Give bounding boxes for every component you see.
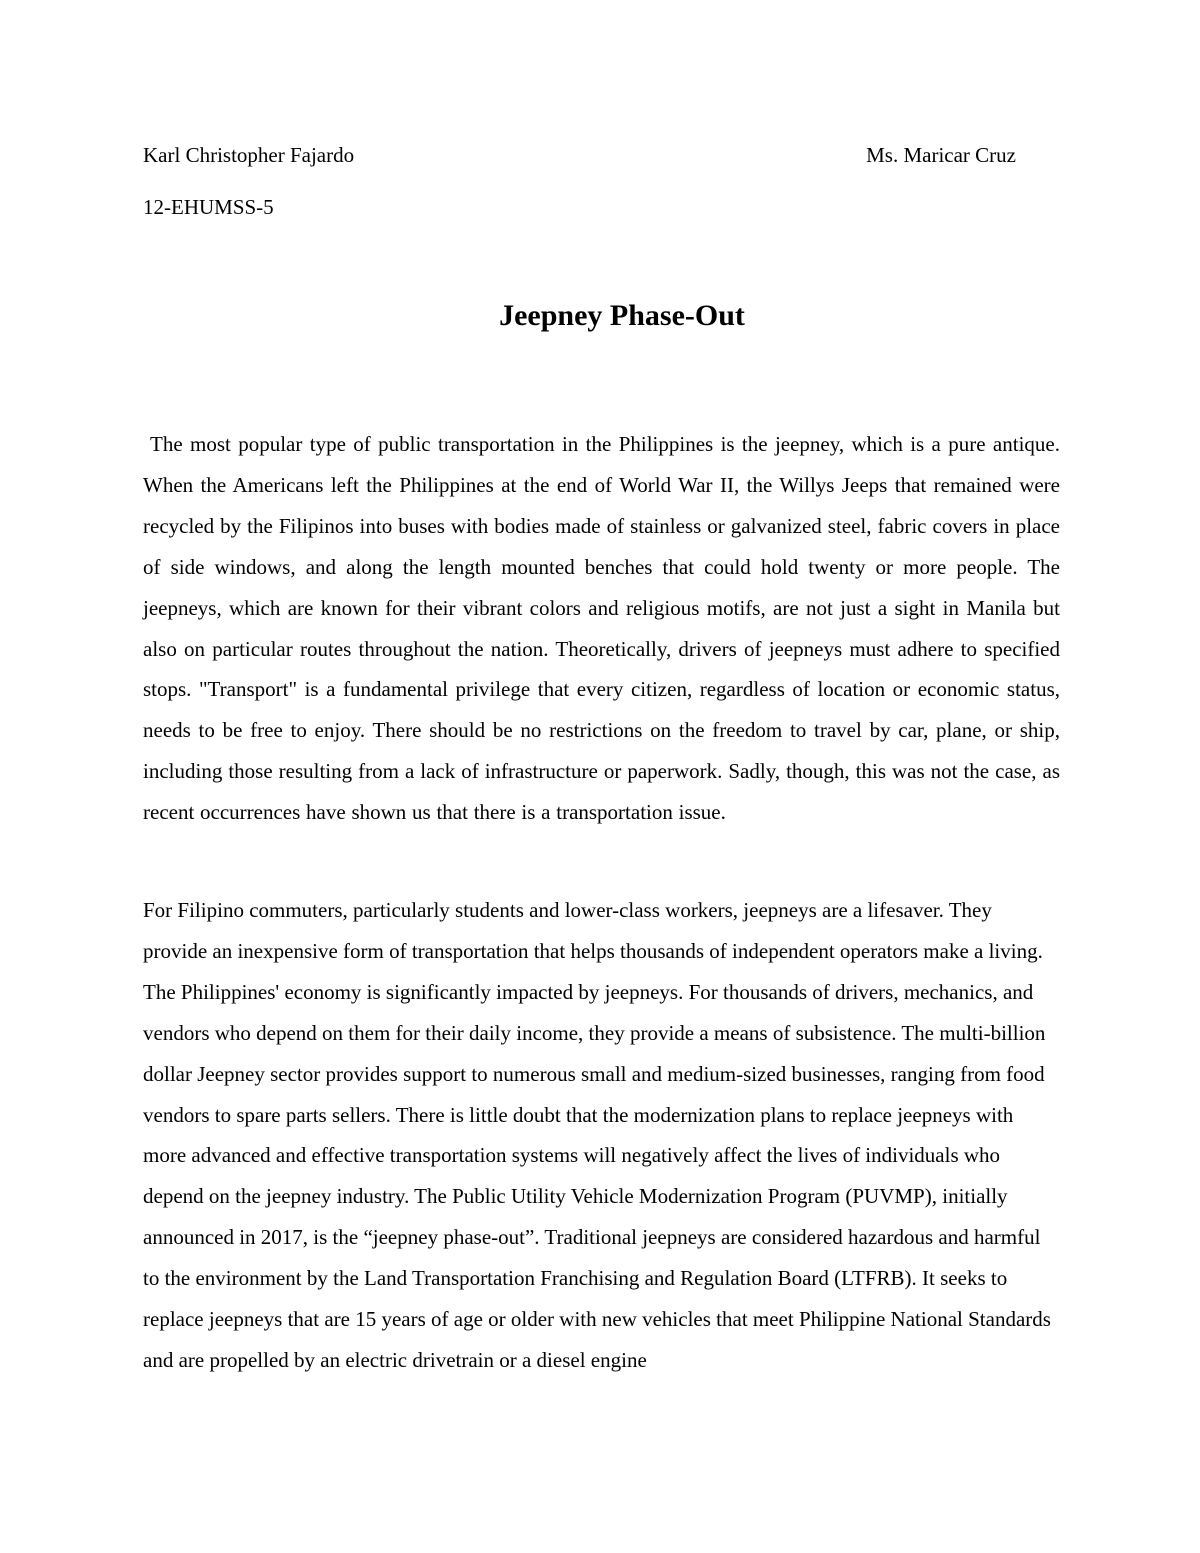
body-paragraph-2: For Filipino commuters, particularly students and lower-class workers, jeepneys are a lifesaver. They provide an inexpensive form of transportation that helps thousands of independent operators make a living. The Philippines' economy is significantly impacted by jeepneys. For thousands of drivers, mechanics, and vendors who depend on them for their daily income, they provide a means of subsistence. The multi-billion dollar Jeepney sector provides support to numerous small and medium-sized businesses, ranging from food vendors to spare parts sellers. There is little doubt that the modernization plans to replace jeepneys with more advanced and effective transportation systems will negatively affect the lives of individuals who depend on the jeepney industry. The Public Utility Vehicle Modernization Program (PUVMP), initially announced in 2017, is the “jeepney phase-out”. Traditional jeepneys are considered hazardous and harmful to the environment by the Land Transportation Franchising and Regulation Board (LTFRB). It seeks to replace jeepneys that are 15 years of age or older with new vehicles that meet Philippine National Standards and are propelled by an electric drivetrain or a diesel engine xyxy=(143,898,1051,1372)
author-name: Karl Christopher Fajardo xyxy=(143,143,355,167)
header-row xyxy=(143,140,1060,170)
document-title: Jeepney Phase-Out xyxy=(499,299,745,332)
body-paragraph-1: The most popular type of public transportation in the Philippines is the jeepney, which is a pure antique. When the Americans left the Philippines at the end of World War II, the Willys Jeeps that remained were recycled by the Filipinos into buses with bodies made of stainless or galvanized steel, fabric covers in place of side windows, and along the length mounted benches that could hold twenty or more people. The jeepneys, which are known for their vibrant colors and religious motifs, are not just a sight in Manila but also on particular routes throughout the nation. Theoretically, drivers of jeepneys must adhere to specified stops. "Transport" is a fundamental privilege that every citizen, regardless of location or economic status, needs to be free to enjoy. There should be no restrictions on the freedom to travel by car, plane, or ship, including those resulting from a lack of infrastructure or paperwork. Sadly, though, this was not the case, as recent occurrences have shown us that there is a transportation issue. xyxy=(143,432,1060,825)
class-section: 12-EHUMSS-5 xyxy=(143,195,274,219)
teacher-name: Ms. Maricar Cruz xyxy=(866,143,1016,167)
